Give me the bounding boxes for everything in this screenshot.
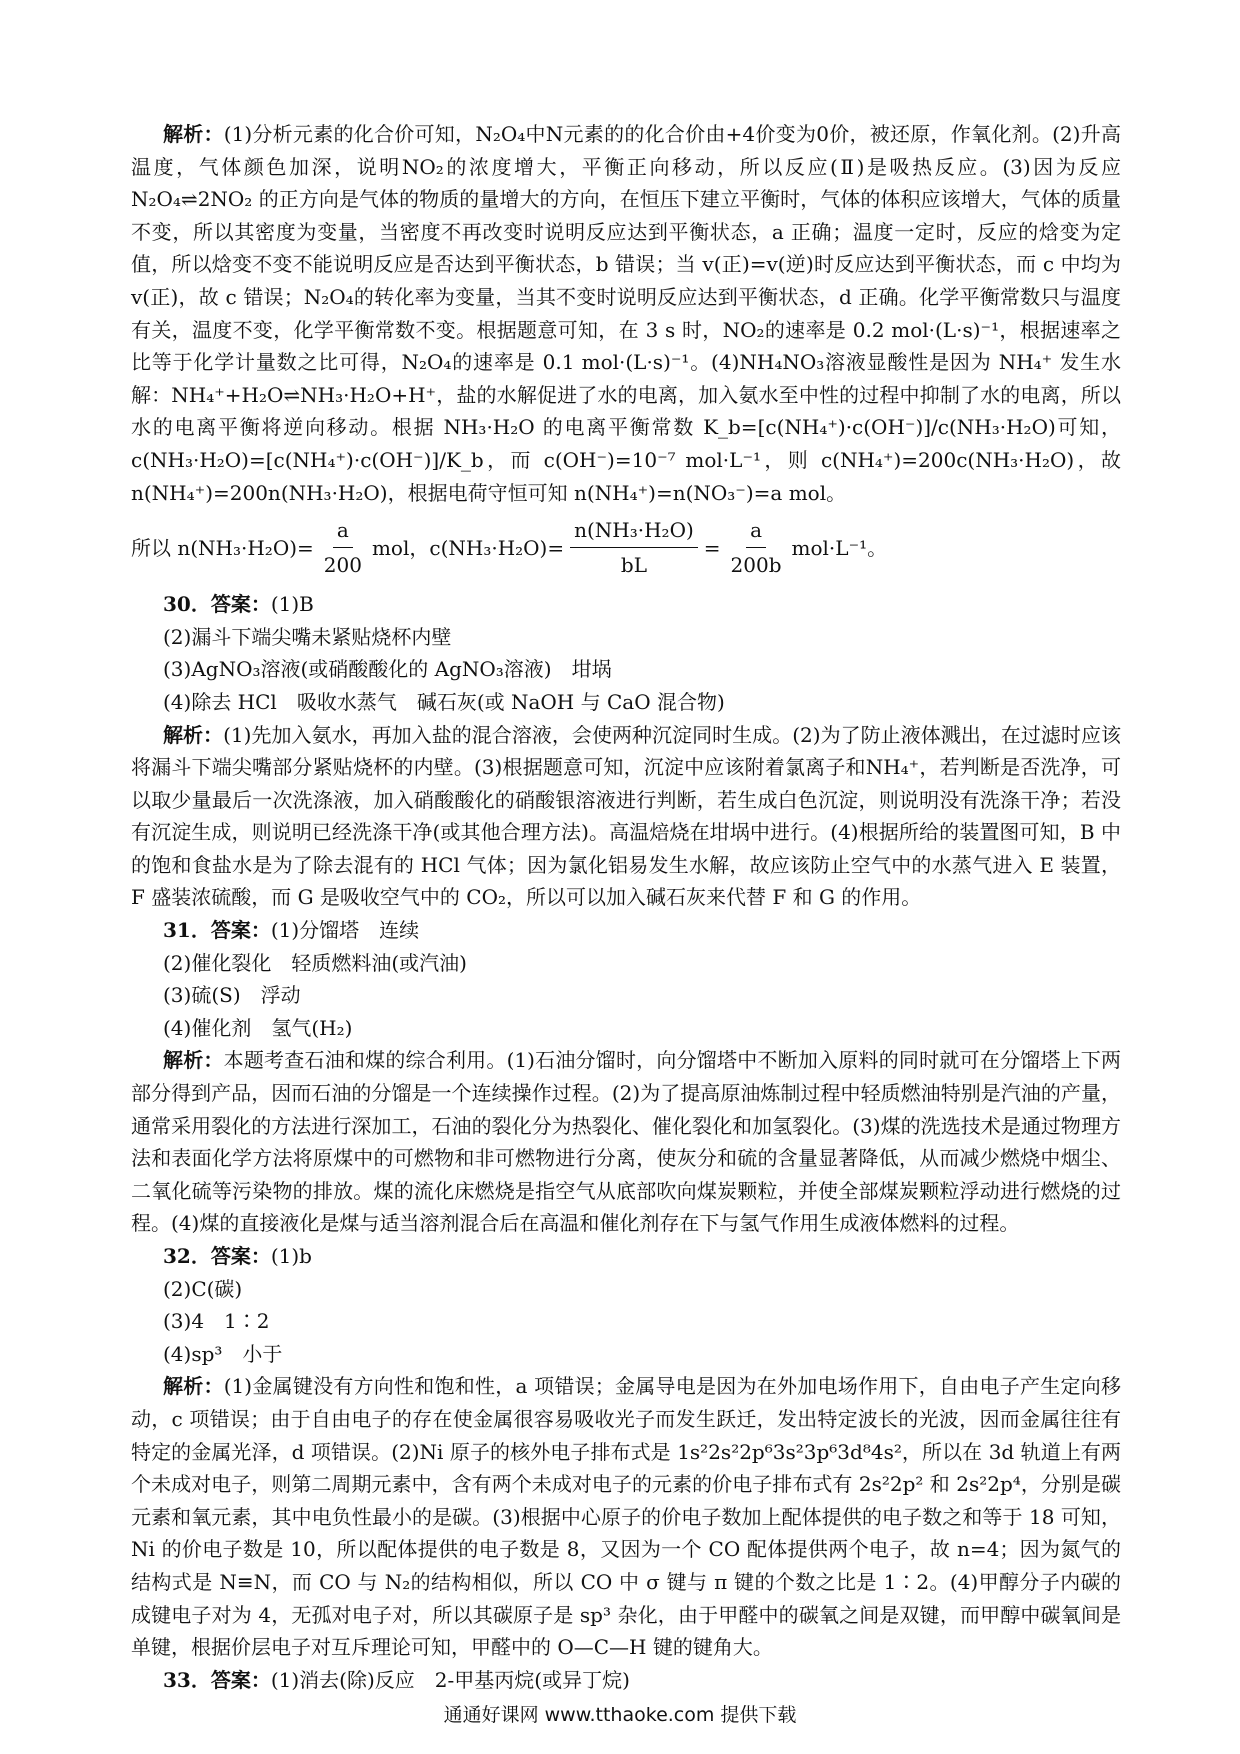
- q31-answer-line-4: (4)催化剂 氢气(H₂): [163, 1015, 353, 1040]
- q29-final-formula: [131, 515, 1121, 580]
- formula-prefix: 所以 n(NH₃·H₂O)=: [131, 535, 314, 560]
- analysis-label: 解析：: [163, 1048, 224, 1073]
- formula-suffix: mol·L⁻¹。: [791, 535, 888, 560]
- analysis-text: (1)先加入氨水，再加入盐的混合溶液，会使两种沉淀同时生成。(2)为了防止液体溅出，在过滤时应该将漏斗下端尖嘴部分紧贴烧杯的内壁。(3)根据题意可知，沉淀中应该附着氯离子和NH₄⁺，若判断是否洗净，可以取少量最后一次洗涤液，加入硝酸酸化的硝酸银溶液进行判断，若生成白色沉淀，则说明没有洗涤干净；若没有沉淀生成，则说明已经洗涤干净(或其他合理方法)。高温焙烧在坩埚中进行。(4)根据所给的装置图可知，B 中的饱和食盐水是为了除去混有的 HCl 气体；因为氯化铝易发生水解，故应该防止空气中的水蒸气进入 E 装置，F 盛装浓硫酸，而 G 是吸收空气中的 CO₂，所以可以加入碱石灰来代替 F 和 G 的作用。: [131, 722, 1121, 910]
- fraction-denominator: 200: [323, 553, 362, 578]
- fraction-a-over-200: [320, 515, 366, 580]
- q32-answer-line-4: (4)sp³ 小于: [163, 1341, 283, 1366]
- q30-answer-line-1: [131, 588, 1121, 621]
- answer-text: (1)B: [270, 592, 314, 617]
- q31-answer-line-2: (2)催化裂化 轻质燃料油(或汽油): [163, 950, 467, 975]
- q32-answer-line-2: (2)C(碳): [163, 1276, 243, 1301]
- q30-analysis: [131, 719, 1121, 915]
- fraction-numerator: n(NH₃·H₂O): [570, 515, 698, 548]
- q30-answer-line-2: (2)漏斗下端尖嘴未紧贴烧杯内壁: [163, 624, 452, 649]
- analysis-text: (1)分析元素的化合价可知，N₂O₄中N元素的的化合价由+4价变为0价，被还原，作氧化剂。(2)升高温度，气体颜色加深，说明NO₂的浓度增大，平衡正向移动，所以反应(Ⅱ)是吸热反应。(3)因为反应 N₂O₄⇌2NO₂ 的正方向是气体的物质的量增大的方向，在恒压下建立平衡时，气体的体积应该增大，气体的质量不变，所以其密度为变量，当密度不再改变时说明反应达到平衡状态，a 正确；温度一定时，反应的焓变为定值，所以焓变不变不能说明反应是否达到平衡状态，b 错误；当 v(正)=v(逆)时反应达到平衡状态，而 c 中均为 v(正)，故 c 错误；N₂O₄的转化率为变量，当其不变时说明反应达到平衡状态，d 正确。化学平衡常数只与温度有关，温度不变，化学平衡常数不变。根据题意可知，在 3 s 时，NO₂的速率是 0.2 mol·(L·s)⁻¹，根据速率之比等于化学计量数之比可得，N₂O₄的速率是 0.1 mol·(L·s)⁻¹。(4)NH₄NO₃溶液显酸性是因为 NH₄⁺ 发生水解：NH₄⁺+H₂O⇌NH₃·H₂O+H⁺，盐的水解促进了水的电离，加入氨水至中性的过程中抑制了水的电离，所以水的电离平衡将逆向移动。根据 NH₃·H₂O 的电离平衡常数 K_b=[c(NH₄⁺)·c(OH⁻)]/c(NH₃·H₂O)可知，c(NH₃·H₂O)=[c(NH₄⁺)·c(OH⁻)]/K_b，而 c(OH⁻)=10⁻⁷ mol·L⁻¹，则 c(NH₄⁺)=200c(NH₃·H₂O)，故 n(NH₄⁺)=200n(NH₃·H₂O)，根据电荷守恒可知 n(NH₄⁺)=n(NO₃⁻)=a mol。: [131, 122, 1121, 505]
- fraction-a-over-200b: [727, 515, 786, 580]
- fraction-denominator: bL: [620, 553, 647, 578]
- analysis-label: 解析：: [163, 1374, 224, 1399]
- equals-sign: =: [703, 535, 721, 560]
- analysis-text: 本题考查石油和煤的综合利用。(1)石油分馏时，向分馏塔中不断加入原料的同时就可在分馏塔上下两部分得到产品，因而石油的分馏是一个连续操作过程。(2)为了提高原油炼制过程中轻质燃油特别是汽油的产量，通常采用裂化的方法进行深加工，石油的裂化分为热裂化、催化裂化和加氢裂化。(3)煤的洗选技术是通过物理方法和表面化学方法将原煤中的可燃物和非可燃物进行分离，使灰分和硫的含量显著降低，从而减少燃烧中烟尘、二氧化硫等污染物的排放。煤的流化床燃烧是指空气从底部吹向煤炭颗粒，并使全部煤炭颗粒浮动进行燃烧的过程。(4)煤的直接液化是煤与适当溶剂混合后在高温和催化剂存在下与氢气作用生成液体燃料的过程。: [131, 1048, 1121, 1236]
- formula-middle: mol，c(NH₃·H₂O)=: [371, 535, 565, 560]
- q32-analysis: [131, 1370, 1121, 1663]
- answer-label: 32．答案：: [163, 1244, 271, 1268]
- analysis-label: 解析：: [163, 722, 224, 747]
- q30-answer-line-3: (3)AgNO₃溶液(或硝酸酸化的 AgNO₃溶液) 坩埚: [163, 657, 612, 682]
- answer-label: 33．答案：: [163, 1667, 271, 1692]
- fraction-numerator: a: [333, 515, 353, 548]
- answer-label: 31．答案：: [163, 918, 271, 943]
- answer-text: (1)消去(除)反应 2-甲基丙烷(或异丁烷): [270, 1667, 630, 1692]
- q31-answer-line-1: [131, 914, 1121, 947]
- q32-answer-line-1: [131, 1240, 1121, 1273]
- q32-answer-line-3: (3)4 1∶2: [163, 1309, 270, 1334]
- fraction-denominator: 200b: [730, 553, 782, 578]
- fraction-numerator: a: [746, 515, 766, 548]
- q31-analysis: [131, 1044, 1121, 1240]
- page-footer: 通通好课网 www.tthaoke.com 提供下载: [443, 1704, 797, 1726]
- q29-analysis: [131, 118, 1121, 509]
- q31-answer-line-3: (3)硫(S) 浮动: [163, 983, 301, 1008]
- q30-answer-line-4: (4)除去 HCl 吸收水蒸气 碱石灰(或 NaOH 与 CaO 混合物): [163, 689, 725, 714]
- analysis-label: 解析：: [163, 122, 224, 146]
- answer-text: (1)分馏塔 连续: [270, 918, 420, 943]
- q33-answer-line-1: [131, 1664, 1121, 1697]
- answer-label: 30．答案：: [163, 592, 271, 617]
- fraction-n-over-bl: [570, 515, 698, 580]
- analysis-text: (1)金属键没有方向性和饱和性，a 项错误；金属导电是因为在外加电场作用下，自由电子产生定向移动，c 项错误；由于自由电子的存在使金属很容易吸收光子而发生跃迁，发出特定波长的光波，因而金属往往有特定的金属光泽，d 项错误。(2)Ni 原子的核外电子排布式是 1s²2s²2p⁶3s²3p⁶3d⁸4s²，所以在 3d 轨道上有两个未成对电子，则第二周期元素中，含有两个未成对电子的元素的价电子排布式有 2s²2p² 和 2s²2p⁴，分别是碳元素和氧元素，其中电负性最小的是碳。(3)根据中心原子的价电子数加上配体提供的电子数之和等于 18 可知，Ni 的价电子数是 10，所以配体提供的电子数是 8，又因为一个 CO 配体提供两个电子，故 n=4；因为氮气的结构式是 N≡N，而 CO 与 N₂的结构相似，所以 CO 中 σ 键与 π 键的个数之比是 1∶2。(4)甲醇分子内碳的成键电子对为 4，无孤对电子对，所以其碳原子是 sp³ 杂化，由于甲醛中的碳氧之间是双键，而甲醇中碳氧间是单键，根据价层电子对互斥理论可知，甲醛中的 O—C—H 键的键角大。: [131, 1374, 1121, 1660]
- page-content: [131, 118, 1121, 1696]
- answer-text: (1)b: [270, 1244, 312, 1268]
